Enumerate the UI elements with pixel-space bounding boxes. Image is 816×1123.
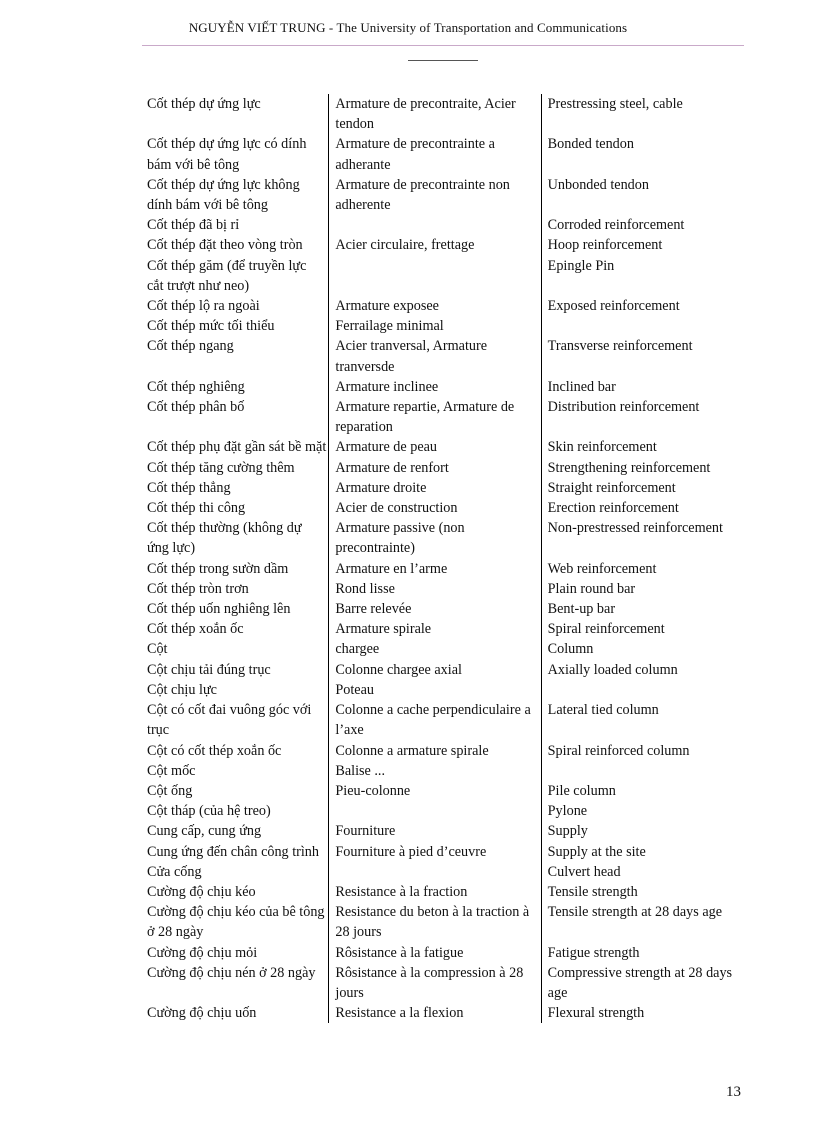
english-term: Inclined bar (541, 377, 743, 397)
english-term: Transverse reinforcement (541, 336, 743, 376)
french-term: Rôsistance à la compression à 28 jours (328, 963, 540, 1003)
vietnamese-term: Cột chịu tải đúng trục (147, 661, 271, 678)
glossary-row (147, 761, 743, 781)
english-term: Epingle Pin (541, 256, 743, 296)
french-term: Armature spirale (328, 619, 540, 639)
english-term: Web reinforcement (541, 559, 743, 579)
glossary-row (147, 336, 743, 376)
english-term: Pile column (541, 781, 743, 801)
glossary-row (147, 619, 743, 639)
vietnamese-term: Cửa cống (147, 863, 202, 880)
glossary-row (147, 296, 743, 316)
french-term: Pieu-colonne (328, 781, 540, 801)
english-term: Tensile strength at 28 days age (541, 902, 743, 942)
english-term: Hoop reinforcement (541, 235, 743, 255)
vietnamese-term: Cốt thép thường (không dự ứng lực) (147, 520, 302, 557)
english-term: Culvert head (541, 862, 743, 882)
running-header: NGUYỄN VIẾT TRUNG - The University of Transportation and Communications (188, 20, 628, 35)
english-term: Straight reinforcement (541, 478, 743, 498)
vietnamese-term: Cốt thép tăng cường thêm (147, 459, 295, 476)
english-term: Tensile strength (541, 882, 743, 902)
vietnamese-term: Cốt thép mức tối thiểu (147, 318, 275, 335)
english-term: Non-prestressed reinforcement (541, 518, 743, 558)
glossary-row (147, 639, 743, 659)
english-term: Compressive strength at 28 days age (541, 963, 743, 1003)
glossary-row (147, 397, 743, 437)
english-term: Plain round bar (541, 579, 743, 599)
glossary-row (147, 821, 743, 841)
french-term: Resistance du beton à la traction à 28 jours (328, 902, 540, 942)
french-term: Resistance à la fraction (328, 882, 540, 902)
glossary-row (147, 175, 743, 215)
french-term (328, 801, 540, 821)
vietnamese-term: Cung ứng đến chân công trình (147, 843, 319, 860)
english-term: Exposed reinforcement (541, 296, 743, 316)
vietnamese-term: Cốt thép đặt theo vòng tròn (147, 237, 303, 254)
vietnamese-term: Cột (147, 641, 168, 658)
english-term (541, 680, 743, 700)
french-term: Armature droite (328, 478, 540, 498)
french-term: Armature de precontraite, Acier tendon (328, 94, 540, 134)
glossary-row (147, 377, 743, 397)
glossary-row (147, 235, 743, 255)
french-term: Fourniture à pied d’ceuvre (328, 842, 540, 862)
glossary-row (147, 700, 743, 740)
vietnamese-term: Cốt thép trong sườn dầm (147, 560, 289, 577)
glossary-row (147, 680, 743, 700)
english-term: Erection reinforcement (541, 498, 743, 518)
glossary-row (147, 478, 743, 498)
french-term: Fourniture (328, 821, 540, 841)
english-term: Distribution reinforcement (541, 397, 743, 437)
english-term: Flexural strength (541, 1003, 743, 1023)
glossary-row (147, 498, 743, 518)
french-term (328, 862, 540, 882)
glossary-row (147, 458, 743, 478)
vietnamese-term: Cột ống (147, 782, 193, 799)
vietnamese-term: Cốt thép ngang (147, 338, 234, 355)
glossary-row (147, 943, 743, 963)
glossary-row (147, 660, 743, 680)
english-term: Fatigue strength (541, 943, 743, 963)
vietnamese-term: Cốt thép dự ứng lực không dính bám với bê tông (147, 176, 300, 214)
english-term: Spiral reinforcement (541, 619, 743, 639)
vietnamese-term: Cốt thép thẳng (147, 479, 231, 496)
french-term: Ferrailage minimal (328, 316, 540, 336)
english-term: Bent-up bar (541, 599, 743, 619)
vietnamese-term: Cột có cốt thép xoắn ốc (147, 742, 282, 759)
english-term: Lateral tied column (541, 700, 743, 740)
english-term (541, 316, 743, 336)
french-term: Acier circulaire, frettage (328, 235, 540, 255)
glossary-row (147, 842, 743, 862)
glossary-row (147, 518, 743, 558)
french-term: Rôsistance à la fatigue (328, 943, 540, 963)
french-term: Armature de precontrainte a adherante (328, 134, 540, 174)
vietnamese-term: Cường độ chịu mỏi (147, 944, 258, 961)
vietnamese-term: Cốt thép phân bố (147, 399, 245, 416)
glossary-row (147, 256, 743, 296)
french-term: chargee (328, 639, 540, 659)
french-term: Colonne chargee axial (328, 660, 540, 680)
english-term: Bonded tendon (541, 134, 743, 174)
glossary-row (147, 1003, 743, 1023)
glossary-row (147, 94, 743, 134)
glossary-row (147, 215, 743, 235)
vietnamese-term: Cốt thép lộ ra ngoài (147, 298, 260, 315)
french-term: Armature de renfort (328, 458, 540, 478)
vietnamese-term: Cốt thép dự ứng lực có dính bám với bê tông (147, 136, 307, 173)
vietnamese-term: Cốt thép nghiêng (147, 378, 245, 395)
vietnamese-term: Cốt thép thi công (147, 500, 246, 517)
english-term: Spiral reinforced column (541, 741, 743, 761)
french-term: Armature repartie, Armature de reparation (328, 397, 540, 437)
english-term: Axially loaded column (541, 660, 743, 680)
header-dash (408, 60, 478, 61)
glossary-table (147, 94, 743, 1023)
french-term: Resistance a la flexion (328, 1003, 540, 1023)
french-term: Armature en l’arme (328, 559, 540, 579)
glossary-row (147, 781, 743, 801)
english-term: Prestressing steel, cable (541, 94, 743, 134)
glossary-row (147, 882, 743, 902)
french-term: Armature passive (non precontrainte) (328, 518, 540, 558)
french-term: Barre relevée (328, 599, 540, 619)
vietnamese-term: Cốt thép găm (để truyền lực cắt trượt như neo) (147, 257, 307, 294)
glossary-row (147, 437, 743, 457)
vietnamese-term: Cốt thép dự ứng lực (147, 96, 261, 112)
header-rule (142, 45, 744, 46)
vietnamese-term: Cường độ chịu kéo (147, 883, 256, 900)
english-term: Supply at the site (541, 842, 743, 862)
french-term: Poteau (328, 680, 540, 700)
french-term: Colonne a cache perpendiculaire a l’axe (328, 700, 540, 740)
glossary-row (147, 599, 743, 619)
glossary-row (147, 316, 743, 336)
french-term (328, 215, 540, 235)
french-term: Colonne a armature spirale (328, 741, 540, 761)
vietnamese-term: Cốt thép phụ đặt gần sát bề mặt (147, 439, 327, 456)
glossary-row (147, 741, 743, 761)
english-term: Skin reinforcement (541, 437, 743, 457)
english-term: Corroded reinforcement (541, 215, 743, 235)
glossary-row (147, 579, 743, 599)
vietnamese-term: Cốt thép tròn trơn (147, 580, 249, 597)
vietnamese-term: Cường độ chịu kéo của bê tông ở 28 ngày (147, 904, 325, 941)
glossary-row (147, 559, 743, 579)
glossary-row (147, 801, 743, 821)
french-term: Rond lisse (328, 579, 540, 599)
vietnamese-term: Cốt thép đã bị rỉ (147, 217, 240, 234)
french-term: Armature de precontrainte non adherente (328, 175, 540, 215)
page-number: 13 (726, 1084, 741, 1100)
vietnamese-term: Cung cấp, cung ứng (147, 823, 262, 840)
english-term: Supply (541, 821, 743, 841)
english-term: Pylone (541, 801, 743, 821)
glossary-row (147, 134, 743, 174)
french-term (328, 256, 540, 296)
english-term: Strengthening reinforcement (541, 458, 743, 478)
english-term: Unbonded tendon (541, 175, 743, 215)
french-term: Acier tranversal, Armature tranversde (328, 336, 540, 376)
vietnamese-term: Cột chịu lực (147, 681, 217, 698)
vietnamese-term: Cột mốc (147, 762, 196, 779)
english-term: Column (541, 639, 743, 659)
vietnamese-term: Cường độ chịu nén ở 28 ngày (147, 964, 316, 981)
french-term: Acier de construction (328, 498, 540, 518)
vietnamese-term: Cột có cốt đai vuông góc với trục (147, 702, 312, 739)
vietnamese-term: Cốt thép uốn nghiêng lên (147, 601, 291, 618)
vietnamese-term: Cường độ chịu uốn (147, 1005, 257, 1022)
glossary-row (147, 862, 743, 882)
english-term (541, 761, 743, 781)
glossary-row (147, 963, 743, 1003)
french-term: Armature inclinee (328, 377, 540, 397)
vietnamese-term: Cốt thép xoắn ốc (147, 621, 244, 638)
french-term: Balise ... (328, 761, 540, 781)
vietnamese-term: Cột tháp (của hệ treo) (147, 803, 271, 820)
french-term: Armature de peau (328, 437, 540, 457)
french-term: Armature exposee (328, 296, 540, 316)
glossary-row (147, 902, 743, 942)
